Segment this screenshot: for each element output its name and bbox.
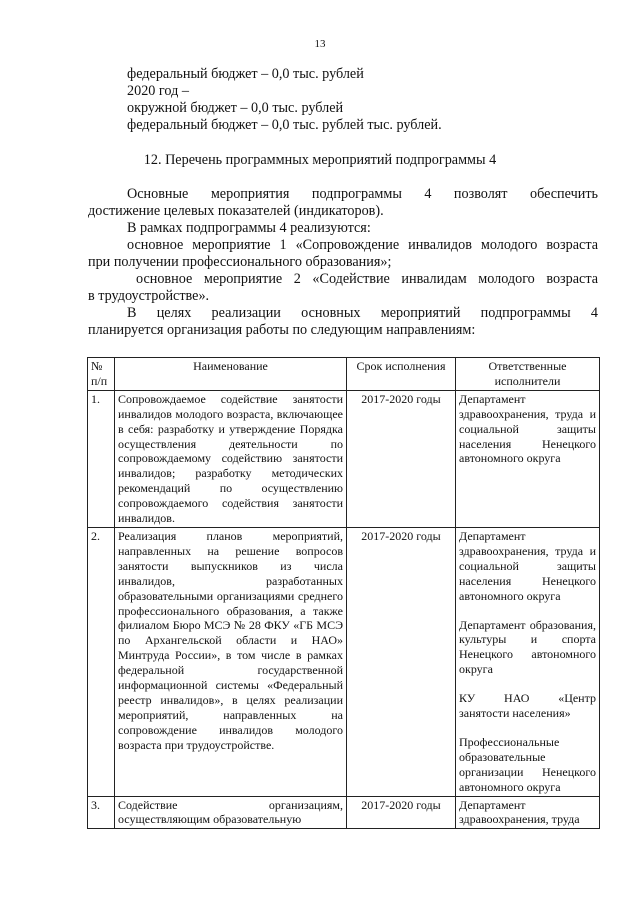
budget-line: федеральный бюджет – 0,0 тыс. рублей xyxy=(127,66,364,82)
header-resp: Ответственные исполнители xyxy=(456,358,600,391)
responsible-entry: КУ НАО «Центр занятости населения» xyxy=(459,691,596,721)
row-num: 1. xyxy=(88,390,115,527)
table-row xyxy=(88,527,600,796)
responsible-entry: Профессиональные образовательные организации Ненецкого автономного округа xyxy=(459,734,596,794)
row-resp xyxy=(456,796,600,829)
paragraph-line: достижение целевых показателей (индикаторов). xyxy=(88,203,384,219)
measures-table xyxy=(87,357,600,829)
header-name: Наименование xyxy=(115,358,347,391)
paragraph-line: В рамках подпрограммы 4 реализуются: xyxy=(127,220,371,236)
page-number: 13 xyxy=(314,38,326,50)
header-term: Срок исполнения xyxy=(347,358,456,391)
row-resp xyxy=(456,527,600,796)
row-name: Содействие организациям, осуществляющим образовательную xyxy=(115,796,347,829)
section-heading: 12. Перечень программных мероприятий подпрограммы 4 xyxy=(143,152,497,168)
table-header-row xyxy=(88,358,600,391)
row-term: 2017-2020 годы xyxy=(347,796,456,829)
responsible-entry: Департамент здравоохранения, труда xyxy=(459,797,580,827)
row-num: 2. xyxy=(88,527,115,796)
row-resp xyxy=(456,390,600,527)
paragraph-line: Основные мероприятия подпрограммы 4 позволят обеспечить xyxy=(127,186,598,202)
budget-line: федеральный бюджет – 0,0 тыс. рублей тыс. рублей. xyxy=(127,117,442,133)
responsible-entry: Департамент здравоохранения, труда и социальной защиты населения Ненецкого автономного округа xyxy=(459,528,596,603)
paragraph-line: при получении профессионального образования»; xyxy=(88,254,392,270)
responsible-entry: Департамент образования, культуры и спорта Ненецкого автономного округа xyxy=(459,617,596,677)
paragraph-line: основное мероприятие 1 «Сопровождение инвалидов молодого возраста xyxy=(127,237,598,253)
table-row xyxy=(88,796,600,829)
budget-line: окружной бюджет – 0,0 тыс. рублей xyxy=(127,100,344,116)
responsible-entry: Департамент здравоохранения, труда и социальной защиты населения Ненецкого автономного округа xyxy=(459,391,596,466)
row-name: Реализация планов мероприятий, направленных на решение вопросов занятости выпускников из числа инвалидов, разработанных образовательными организациями среднего профессионального образования, а также филиалом Бюро МСЭ № 28 ФКУ «ГБ МСЭ по Архангельской области и НАО» Минтруда России», в том числе в рамках федеральной государственной информационной системы «Федеральный реестр инвалидов», в целях реализации мероприятий, направленных на сопровождение инвалидов молодого возраста при трудоустройстве. xyxy=(115,527,347,796)
row-name: Сопровождаемое содействие занятости инвалидов молодого возраста, включающее в себя: разработку и утверждение Порядка осуществления деятельности по сопровождаемому содействию занятости инвалидов; разработку методических рекомендаций по осуществлению сопровождаемого содействия занятости инвалидов. xyxy=(115,390,347,527)
paragraph-line: В целях реализации основных мероприятий подпрограммы 4 xyxy=(127,305,598,321)
row-term: 2017-2020 годы xyxy=(347,527,456,796)
paragraph-line: планируется организация работы по следующим направлениям: xyxy=(88,322,476,338)
paragraph-line: основное мероприятие 2 «Содействие инвалидам молодого возраста xyxy=(136,271,598,287)
row-term: 2017-2020 годы xyxy=(347,390,456,527)
paragraph-line: в трудоустройстве». xyxy=(88,288,210,304)
header-num: № п/п xyxy=(88,358,115,391)
table-row xyxy=(88,390,600,527)
budget-line: 2020 год – xyxy=(127,83,189,99)
row-num: 3. xyxy=(88,796,115,829)
